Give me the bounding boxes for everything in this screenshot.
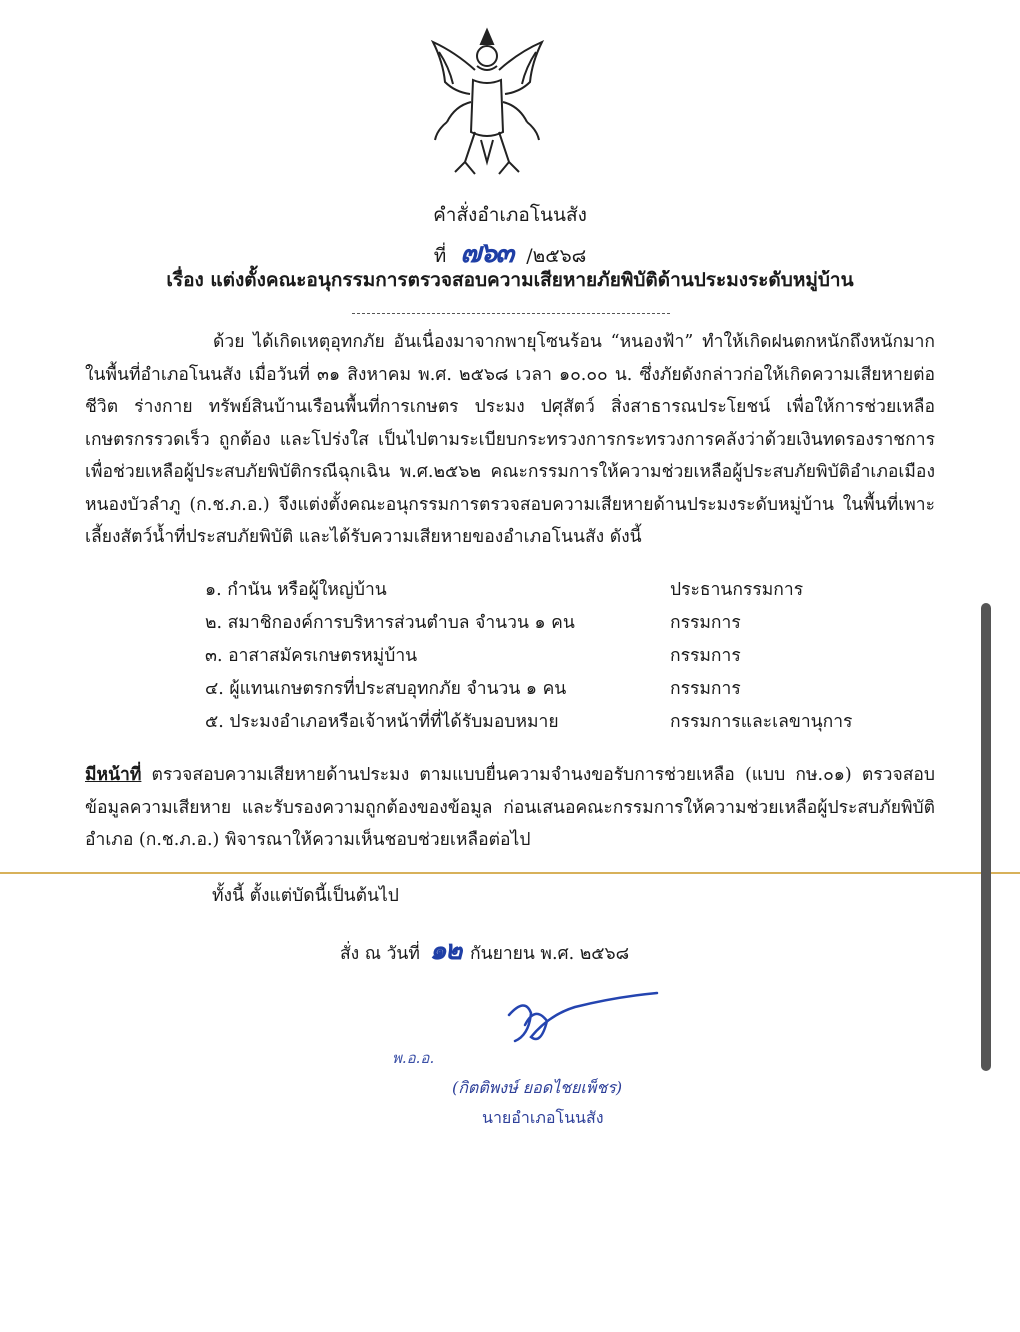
given-date [340, 935, 629, 970]
member-role: ประธานกรรมการ [670, 580, 804, 600]
signature-initials: พ.อ.อ. [392, 1049, 435, 1067]
order-number-handwritten: ๗๖๓ [460, 236, 513, 269]
subject-divider [352, 313, 670, 314]
given-day-handwritten: ๑๒ [429, 935, 461, 966]
member-name: ๕. ประมงอำเภอหรือเจ้าหน้าที่ที่ได้รับมอบหมาย [205, 712, 559, 732]
order-title: คำสั่งอำเภอโนนสัง [433, 204, 587, 226]
committee-member [205, 673, 905, 706]
order-subject: เรื่อง แต่งตั้งคณะอนุกรรมการตรวจสอบความเสียหายภัยพิบัติด้านประมงระดับหมู่บ้าน [166, 269, 854, 291]
member-name: ๔. ผู้แทนเกษตรกรที่ประสบอุทกภัย จำนวน ๑ คน [205, 679, 567, 699]
member-role: กรรมการ [670, 613, 741, 633]
member-name: ๒. สมาชิกองค์การบริหารส่วนตำบล จำนวน ๑ คน [205, 613, 575, 633]
committee-member [205, 640, 905, 673]
member-role: กรรมการ [670, 646, 741, 666]
member-role: กรรมการและเลขานุการ [670, 712, 853, 732]
garuda-emblem-icon [425, 22, 550, 187]
member-role: กรรมการ [670, 679, 741, 699]
duty-label: มีหน้าที่ [85, 765, 142, 785]
committee-member-list [205, 574, 905, 739]
page-separator-line [0, 872, 1020, 874]
effective-statement: ทั้งนี้ ตั้งแต่บัดนี้เป็นต้นไป [212, 886, 399, 906]
committee-member [205, 607, 905, 640]
signatory-position: นายอำเภอโนนสัง [482, 1108, 604, 1127]
given-date-prefix: สั่ง ณ วันที่ [340, 944, 420, 964]
duty-paragraph [85, 759, 935, 857]
body-paragraph-1: ด้วย ได้เกิดเหตุอุทกภัย อันเนื่องมาจากพายุโซนร้อน “หนองฟ้า” ทำให้เกิดฝนตกหนักถึงหนักมากในพื้นที่อำเภอโนนสัง เมื่อวันที่ ๓๑ สิงหาคม พ.ศ. ๒๕๖๘ เวลา ๑๐.๐๐ น. ซึ่งภัยดังกล่าวก่อให้เกิดความเสียหายต่อชีวิต ร่างกาย ทรัพย์สินบ้านเรือนพื้นที่การเกษตร ประมง ปศุสัตว์ สิ่งสาธารณประโยชน์ เพื่อให้การช่วยเหลือเกษตรกรรวดเร็ว ถูกต้อง และโปร่งใส เป็นไปตามระเบียบกระทรวงการกระทรวงการคลังว่าด้วยเงินทดรองราชการเพื่อช่วยเหลือผู้ประสบภัยพิบัติกรณีฉุกเฉิน พ.ศ.๒๕๖๒ คณะกรรมการให้ความช่วยเหลือผู้ประสบภัยพิบัติอำเภอเมืองหนองบัวลำภู (ก.ช.ภ.อ.) จึงแต่งตั้งคณะอนุกรรมการตรวจสอบความเสียหายด้านประมงระดับหมู่บ้าน ในพื้นที่เพาะเลี้ยงสัตว์น้ำที่ประสบภัยพิบัติ และได้รับความเสียหายของอำเภอโนนสัง ดังนี้ [85, 332, 935, 547]
duty-text: ตรวจสอบความเสียหายด้านประมง ตามแบบยื่นความจำนงขอรับการช่วยเหลือ (แบบ กษ.๐๑) ตรวจสอบข้อมูลความเสียหาย และรับรองความถูกต้องของข้อมูล ก่อนเสนอคณะกรรมการให้ความช่วยเหลือผู้ประสบภัยพิบัติอำเภอ (ก.ช.ภ.อ.) พิจารณาให้ความเห็นชอบช่วยเหลือต่อไป [85, 765, 935, 850]
signature-scribble-icon [495, 985, 665, 1055]
order-number-prefix: ที่ [433, 245, 447, 267]
given-date-suffix: กันยายน พ.ศ. ๒๕๖๘ [470, 944, 630, 964]
member-name: ๓. อาสาสมัครเกษตรหมู่บ้าน [205, 646, 418, 666]
vertical-scrollbar[interactable] [981, 603, 991, 1071]
member-name: ๑. กำนัน หรือผู้ใหญ่บ้าน [205, 580, 387, 600]
committee-member [205, 574, 905, 607]
signatory-name: (กิตติพงษ์ ยอดไชยเพ็ชร) [452, 1078, 623, 1097]
order-number-year: /๒๕๖๘ [526, 245, 587, 267]
committee-member [205, 706, 905, 739]
